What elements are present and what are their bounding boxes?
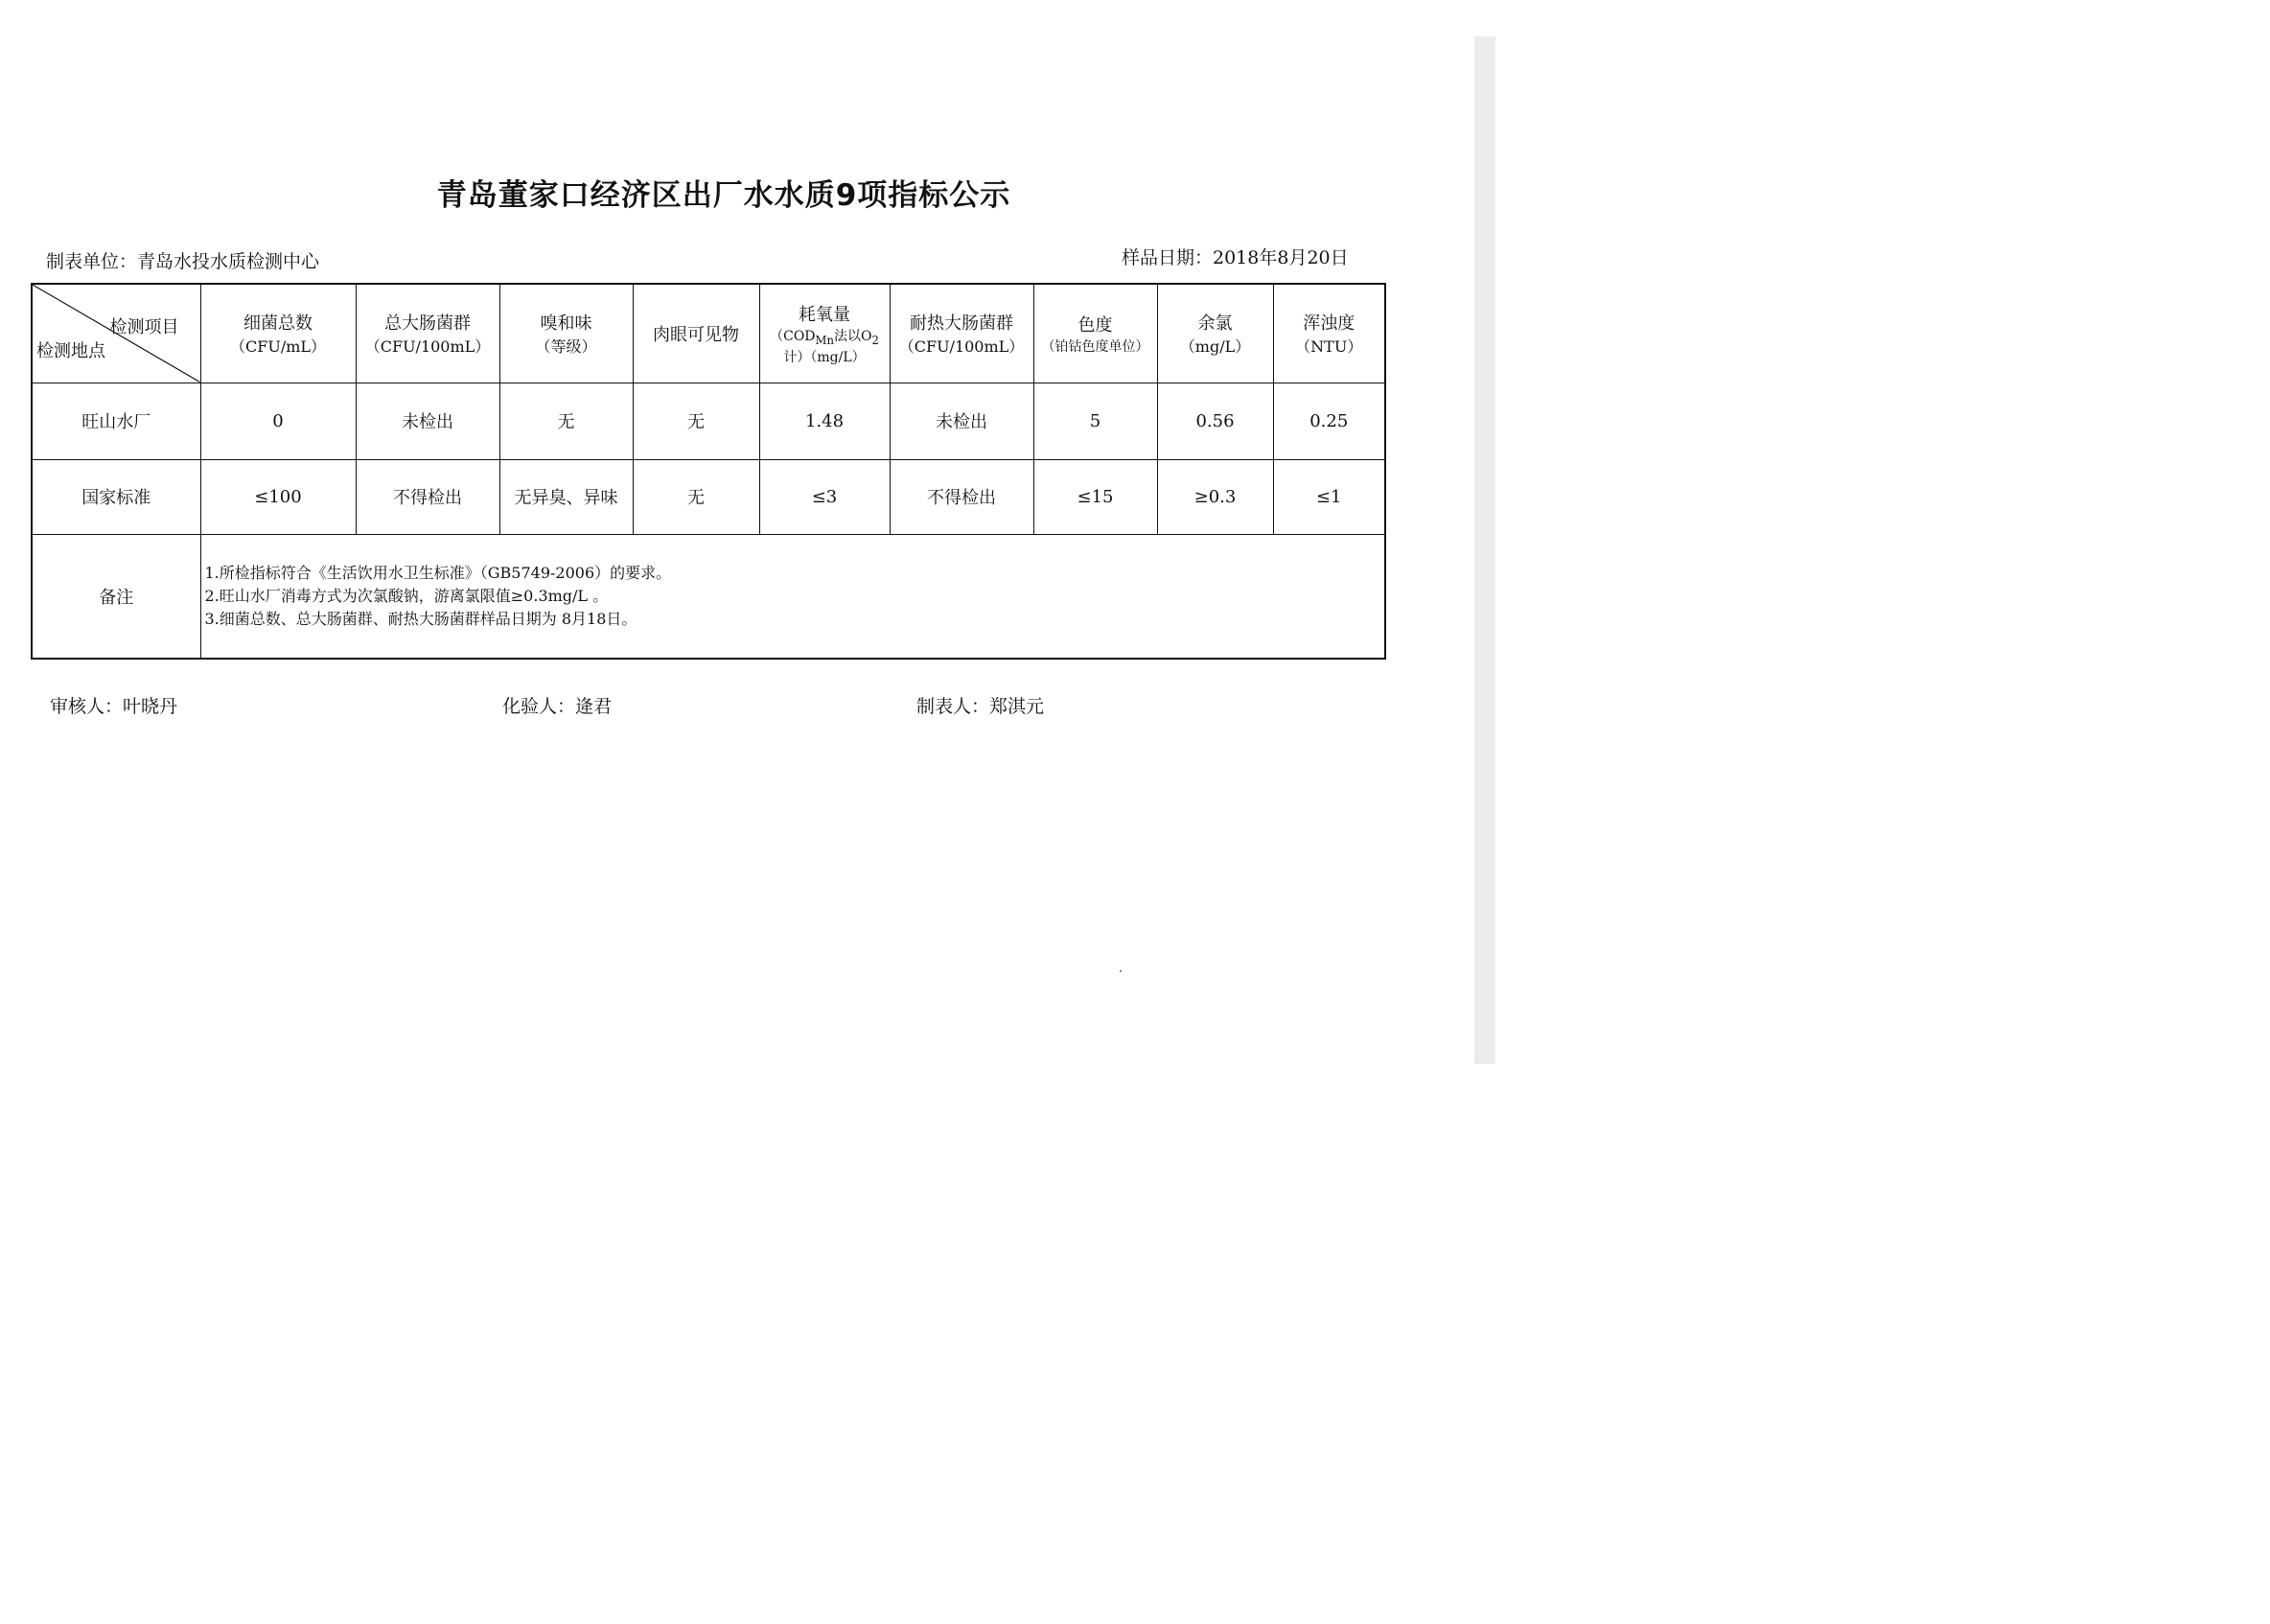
notes-content xyxy=(200,534,1385,659)
header-turbidity: 浑浊度 （NTU） xyxy=(1273,284,1385,383)
table-cell: ≤15 xyxy=(1033,459,1157,534)
water-quality-table xyxy=(31,283,1386,660)
scan-speck xyxy=(1120,970,1122,972)
note-line: 2.旺山水厂消毒方式为次氯酸钠，游离氯限值≥0.3mg/L 。 xyxy=(204,586,609,605)
row-site-label: 旺山水厂 xyxy=(32,383,200,459)
notes-label: 备注 xyxy=(32,534,200,659)
table-cell: 无 xyxy=(499,383,633,459)
header-coliform: 总大肠菌群 （CFU/100mL） xyxy=(356,284,499,383)
table-cell: 无异臭、异味 xyxy=(499,459,633,534)
table-cell: 不得检出 xyxy=(890,459,1033,534)
table-cell: 无 xyxy=(633,383,759,459)
header-color: 色度 （铂钴色度单位） xyxy=(1033,284,1157,383)
sample-date: 样品日期：2018年8月20日 xyxy=(1122,247,1349,268)
note-line: 1.所检指标符合《生活饮用水卫生标准》（GB5749-2006）的要求。 xyxy=(204,563,672,582)
notes-row xyxy=(32,534,1385,659)
table-cell: 1.48 xyxy=(759,383,890,459)
corner-header-cell xyxy=(32,284,200,383)
table-cell: ≤100 xyxy=(200,459,356,534)
header-residual-chlorine: 余氯 （mg/L） xyxy=(1157,284,1273,383)
table-row xyxy=(32,459,1385,534)
table-cell: 0.25 xyxy=(1273,383,1385,459)
table-cell: ≥0.3 xyxy=(1157,459,1273,534)
header-visible-matter: 肉眼可见物 xyxy=(633,284,759,383)
table-cell: 不得检出 xyxy=(356,459,499,534)
header-bacteria: 细菌总数 （CFU/mL） xyxy=(200,284,356,383)
note-line: 3.细菌总数、总大肠菌群、耐热大肠菌群样品日期为 8月18日。 xyxy=(204,609,637,628)
table-cell: ≤3 xyxy=(759,459,890,534)
header-row xyxy=(32,284,1385,383)
header-thermotolerant-coliform: 耐热大肠菌群 （CFU/100mL） xyxy=(890,284,1033,383)
table-cell: 0.56 xyxy=(1157,383,1273,459)
header-odor: 嗅和味 （等级） xyxy=(499,284,633,383)
tester-signature: 化验人：逄君 xyxy=(502,696,613,717)
reviewer-signature: 审核人：叶晓丹 xyxy=(50,696,178,717)
table-cell: 未检出 xyxy=(890,383,1033,459)
table-cell: 无 xyxy=(633,459,759,534)
corner-label-site: 检测地点 xyxy=(36,341,105,361)
table-cell: ≤1 xyxy=(1273,459,1385,534)
document-title: 青岛董家口经济区出厂水水质9项指标公示 xyxy=(436,178,1011,213)
corner-label-item: 检测项目 xyxy=(109,317,179,337)
scan-edge-shadow xyxy=(1474,36,1495,1064)
preparer-signature: 制表人：郑淇元 xyxy=(916,696,1045,717)
table-cell: 未检出 xyxy=(356,383,499,459)
row-site-label: 国家标准 xyxy=(32,459,200,534)
table-cell: 0 xyxy=(200,383,356,459)
table-row xyxy=(32,383,1385,459)
table-cell: 5 xyxy=(1033,383,1157,459)
issuing-unit: 制表单位：青岛水投水质检测中心 xyxy=(46,251,320,272)
header-oxygen-consumption: 耗氧量 （$COD_{Mn}$法以$O_2$ 计）（mg/L） xyxy=(759,284,890,383)
